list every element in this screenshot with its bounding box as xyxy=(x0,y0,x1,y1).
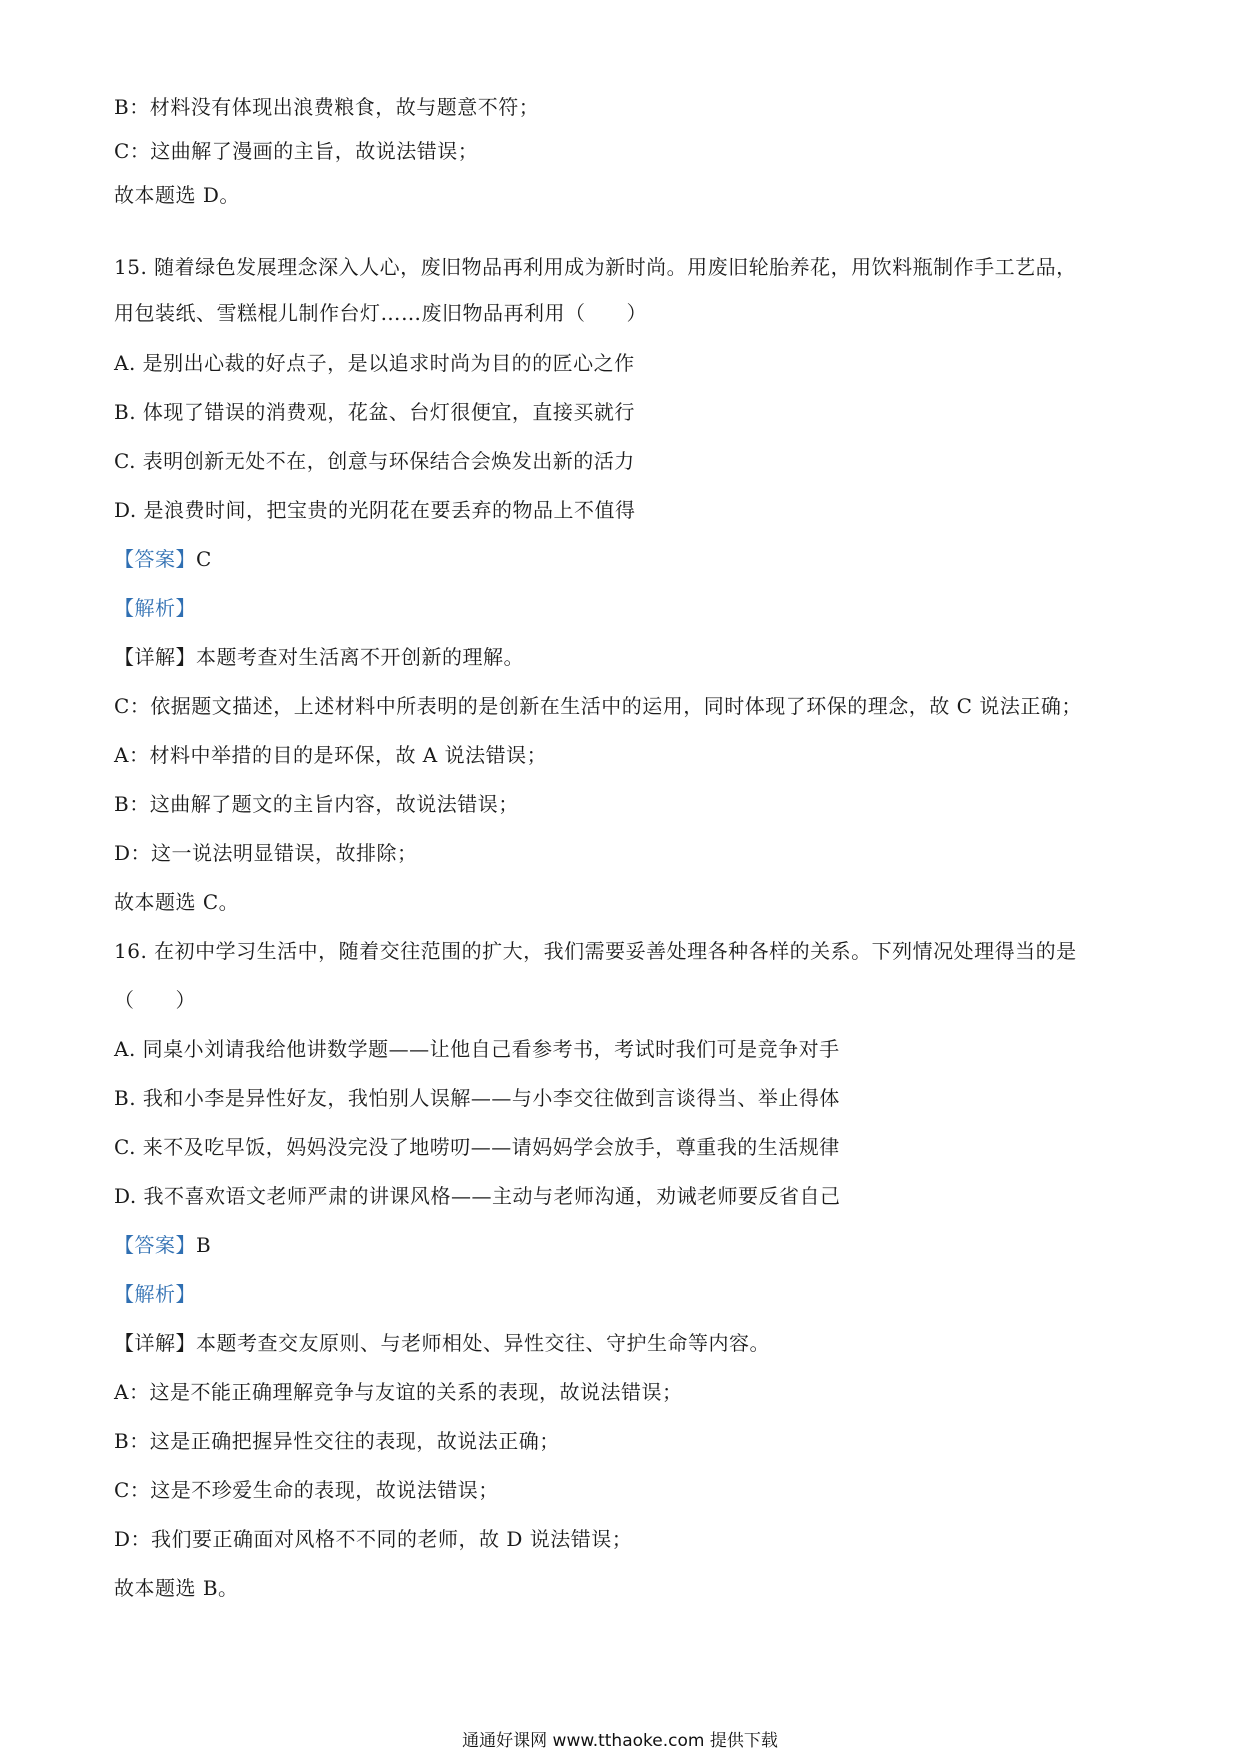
question-15-option-a: A. 是别出心裁的好点子，是以追求时尚为目的的匠心之作 xyxy=(114,351,635,375)
detail-line: B：这是正确把握异性交往的表现，故说法正确； xyxy=(114,1429,560,1453)
answer-line-15 xyxy=(114,545,212,573)
detail-line: C：这是不珍爱生命的表现，故说法错误； xyxy=(114,1478,499,1502)
question-15-stem: 15. 随着绿色发展理念深入人心，废旧物品再利用成为新时尚。用废旧轮胎养花，用饮料瓶制作手工艺品， xyxy=(114,255,1077,279)
question-15-option-b: B. 体现了错误的消费观，花盆、台灯很便宜，直接买就行 xyxy=(114,400,635,424)
answer-tag: 【答案】 xyxy=(114,547,196,571)
answer-value: B xyxy=(196,1233,212,1257)
question-16-stem-cont: （ ） xyxy=(114,988,196,1012)
question-15-stem-cont: 用包装纸、雪糕棍儿制作台灯……废旧物品再利用（ ） xyxy=(114,301,647,325)
analysis-tag: 【解析】 xyxy=(114,1282,196,1306)
detail-line: D：这一说法明显错误，故排除； xyxy=(114,841,418,865)
text-line: 故本题选 D。 xyxy=(114,183,240,207)
page-footer: 通通好课网 www.tthaoke.com 提供下载 xyxy=(462,1731,778,1751)
detail-line: 故本题选 B。 xyxy=(114,1576,239,1600)
question-16-option-a: A. 同桌小刘请我给他讲数学题——让他自己看参考书，考试时我们可是竞争对手 xyxy=(114,1037,840,1061)
text-line: C：这曲解了漫画的主旨，故说法错误； xyxy=(114,139,479,163)
answer-line-16 xyxy=(114,1231,211,1259)
detail-line: 【详解】本题考查交友原则、与老师相处、异性交往、守护生命等内容。 xyxy=(114,1331,770,1355)
detail-line: A：材料中举措的目的是环保，故 A 说法错误； xyxy=(114,743,548,767)
answer-value: C xyxy=(196,547,212,571)
detail-line: 【详解】本题考查对生活离不开创新的理解。 xyxy=(114,645,524,669)
text-line: B：材料没有体现出浪费粮食，故与题意不符； xyxy=(114,95,540,119)
question-15-option-c: C. 表明创新无处不在，创意与环保结合会焕发出新的活力 xyxy=(114,449,635,473)
detail-line: C：依据题文描述，上述材料中所表明的是创新在生活中的运用，同时体现了环保的理念，故 C 说法正确； xyxy=(114,694,1082,718)
detail-line: B：这曲解了题文的主旨内容，故说法错误； xyxy=(114,792,519,816)
question-16-option-b: B. 我和小李是异性好友，我怕别人误解——与小李交往做到言谈得当、举止得体 xyxy=(114,1086,840,1110)
detail-line: A：这是不能正确理解竞争与友谊的关系的表现，故说法错误； xyxy=(114,1380,683,1404)
question-15-option-d: D. 是浪费时间，把宝贵的光阴花在要丢弃的物品上不值得 xyxy=(114,498,636,522)
analysis-tag: 【解析】 xyxy=(114,596,196,620)
detail-line: 故本题选 C。 xyxy=(114,890,240,914)
question-16-option-c: C. 来不及吃早饭，妈妈没完没了地唠叨——请妈妈学会放手，尊重我的生活规律 xyxy=(114,1135,840,1159)
answer-tag: 【答案】 xyxy=(114,1233,196,1257)
question-16-stem: 16. 在初中学习生活中，随着交往范围的扩大，我们需要妥善处理各种各样的关系。下列情况处理得当的是 xyxy=(114,939,1077,963)
detail-line: D：我们要正确面对风格不不同的老师，故 D 说法错误； xyxy=(114,1527,633,1551)
question-16-option-d: D. 我不喜欢语文老师严肃的讲课风格——主动与老师沟通，劝诫老师要反省自己 xyxy=(114,1184,841,1208)
